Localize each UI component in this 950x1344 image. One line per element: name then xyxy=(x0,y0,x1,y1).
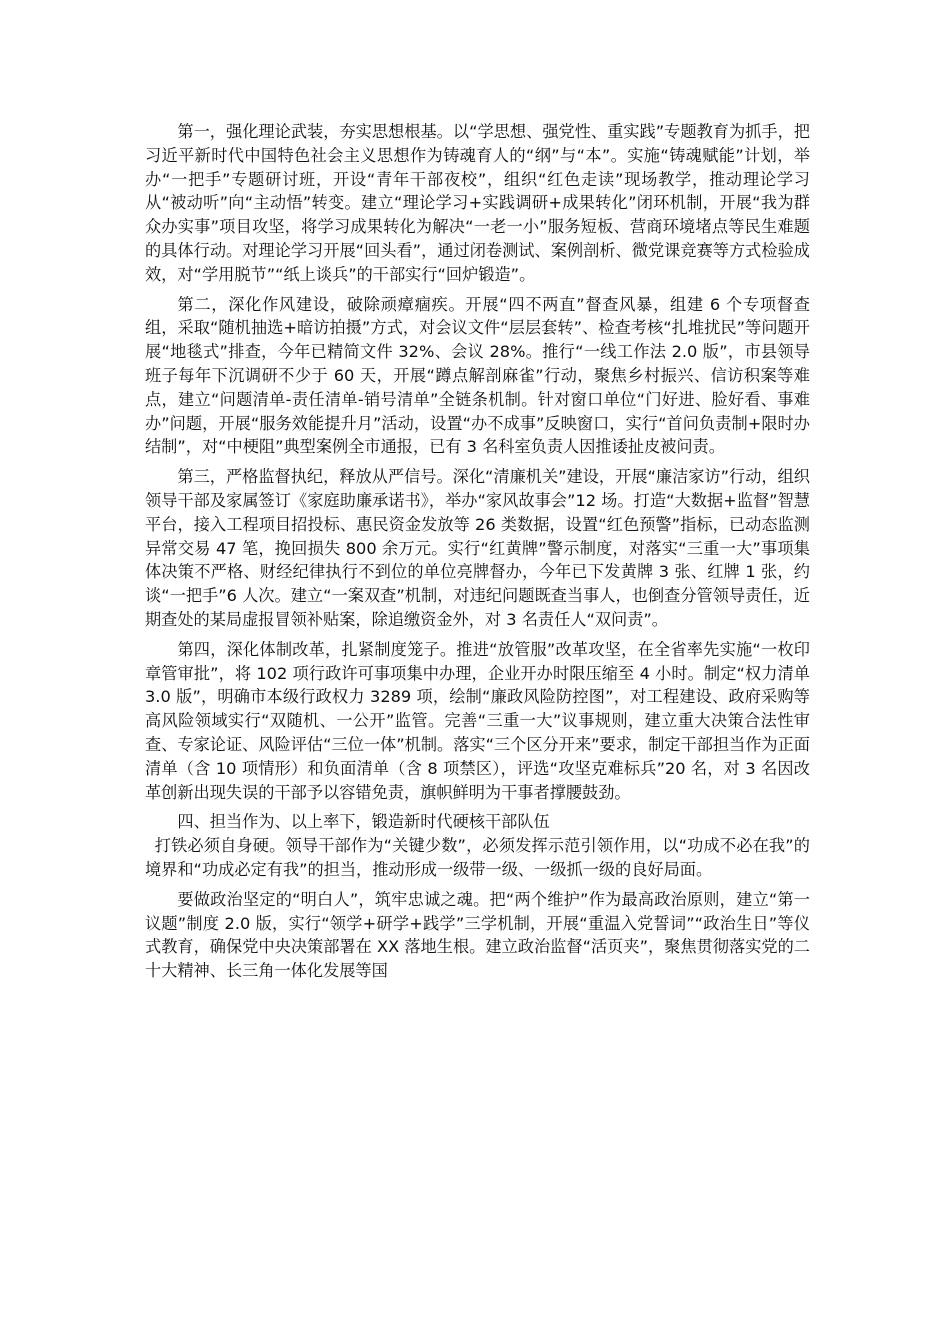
paragraph-political-loyalty: 要做政治坚定的“明白人”，筑牢忠诚之魂。把“两个维护”作为最高政治原则，建立“第一议题”制度 2.0 版，实行“领学+研学+践学”三学机制，开展“重温入党誓词”“政治生日”等仪式教育，确保党中央决策部署在 XX 落地生根。建立政治监督“活页夹”，聚焦贯彻落实党的二十大精神、长三角一体化发展等国 xyxy=(145,889,810,981)
paragraph-third-point: 第三，严格监督执纪，释放从严信号。深化“清廉机关”建设，开展“廉洁家访”行动，组织领导干部及家属签订《家庭助廉承诺书》，举办“家风故事会”12 场。打造“大数据+监督”智慧平台，接入工程项目招投标、惠民资金发放等 26 类数据，设置“红色预警”指标，已动态监测异常交易 47 笔，挽回损失 800 余万元。实行“红黄牌”警示制度，对落实“三重一大”事项集体决策不严格、财经纪律执行不到位的单位亮牌督办，今年已下发黄牌 3 张、红牌 1 张，约谈“一把手”6 人次。建立“一案双查”机制，对违纪问题既查当事人，也倒查分管领导责任，近期查处的某局虚报冒领补贴案，除追缴资金外，对 3 名责任人“双问责”。 xyxy=(145,467,810,629)
paragraph-section-intro: 打铁必须自身硬。领导干部作为“关键少数”，必须发挥示范引领作用，以“功成不必在我”的境界和“功成必定有我”的担当，推动形成一级带一级、一级抓一级的良好局面。 xyxy=(145,836,810,879)
paragraph-fourth-point: 第四，深化体制改革，扎紧制度笼子。推进“放管服”改革攻坚，在全省率先实施“一枚印章管审批”，将 102 项行政许可事项集中办理，企业开办时限压缩至 4 小时。制定“权力清单 3.0 版”，明确市本级行政权力 3289 项，绘制“廉政风险防控图”，对工程建设、政府采购等高风险领域实行“双随机、一公开”监管。完善“三重一大”议事规则，建立重大决策合法性审查、专家论证、风险评估“三位一体”机制。落实“三个区分开来”要求，制定干部担当作为正面清单（含 10 项情形）和负面清单（含 8 项禁区），评选“攻坚克难标兵”20 名，对 3 名因改革创新出现失误的干部予以容错免责，旗帜鲜明为干事者撑腰鼓劲。 xyxy=(145,639,810,802)
paragraph-first-point: 第一，强化理论武装，夯实思想根基。以“学思想、强党性、重实践”专题教育为抓手，把习近平新时代中国特色社会主义思想作为铸魂育人的“纲”与“本”。实施“铸魂赋能”计划，举办“一把手”专题研讨班，开设“青年干部夜校”，组织“红色走读”现场教学，推动理论学习从“被动听”向“主动悟”转变。建立“理论学习+实践调研+成果转化”闭环机制，开展“我为群众办实事”项目攻坚，将学习成果转化为解决“一老一小”服务短板、营商环境堵点等民生难题的具体行动。对理论学习开展“回头看”，通过闭卷测试、案例剖析、微党课竞赛等方式检验成效，对“学用脱节”“纸上谈兵”的干部实行“回炉锻造”。 xyxy=(145,122,810,284)
section-heading: 四、担当作为、以上率下，锻造新时代硬核干部队伍 xyxy=(177,812,550,832)
document-body xyxy=(145,120,810,989)
paragraph-second-point: 第二，深化作风建设，破除顽瘴痼疾。开展“四不两直”督查风暴，组建 6 个专项督查组，采取“随机抽选+暗访拍摄”方式，对会议文件“层层套转”、检查考核“扎堆扰民”等问题开展“地毯式”排查，今年已精简文件 32%、会议 28%。推行“一线工作法 2.0 版”，市县领导班子每年下沉调研不少于 60 天，开展“蹲点解剖麻雀”行动，聚焦乡村振兴、信访积案等难点，建立“问题清单-责任清单-销号清单”全链条机制。针对窗口单位“门好进、脸好看、事难办”问题，开展“服务效能提升月”活动，设置“办不成事”反映窗口，实行“首问负责制+限时办结制”，对“中梗阻”典型案例全市通报，已有 3 名科室负责人因推诿扯皮被问责。 xyxy=(145,294,810,457)
